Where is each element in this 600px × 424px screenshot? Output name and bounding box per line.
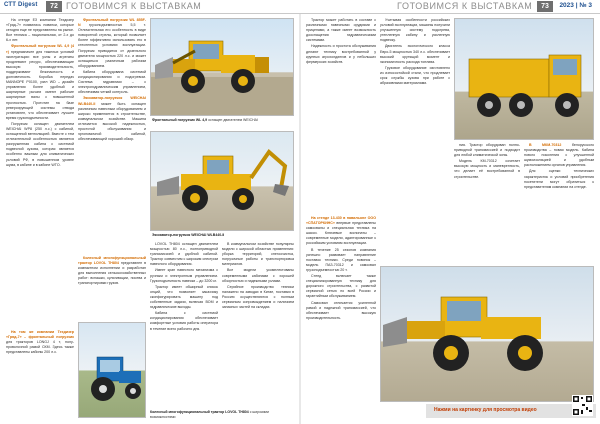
- paragraph: Для оценки технических характеристик и условий приобретения посетители могут обратиться к представителям компании на стенде.: [524, 169, 594, 189]
- section-title-left: ГОТОВИМСЯ К ВЫСТАВКАМ: [66, 1, 202, 11]
- paragraph: Все модели укомплектованы современными кабинами с хорошей обзорностью и надежными узлами.: [222, 268, 294, 283]
- paragraph: Кабина с системой кондиционирования обеспечивает комфортные условия работы оператора в течение всего рабочего дня.: [150, 311, 218, 331]
- paragraph: Учитывая особенности российских условий эксплуатации, машины получили улучшенную систему подогрева, утепленную кабину и усиленную подвеску.: [380, 18, 450, 43]
- text-column-4: [222, 242, 294, 418]
- paragraph: Стенд включает также специализированную технику для дорожного строительства, с развитой сервисной сетью по всей России и гарантийным обслуживанием.: [306, 274, 376, 299]
- paragraph: LOVOL TH804 оснащен двигателем мощностью 80 л.с., полноприводной трансмиссией и удобной кабиной. Трактор совместим с широким спектром навесного оборудования.: [150, 242, 218, 267]
- header-right: [300, 0, 600, 13]
- caption-text: с широкими возможностями: [150, 410, 269, 419]
- subheading: Экскаватор-погрузчик WEICHAI: [83, 96, 146, 101]
- paragraph: предназначен для тяжелых условий эксплуатации: все узлы и агрегаты продлевают ресурс, обеспечивающие высокую производительность, поддерживают безопасность и долговечность. Коробка передач MANNOPE P0100, узел WD – дизайн управления более удобный и шарнирные рычаги имеют рабочие шарнирные валы с повышенной прочностью. Прототип на базе реверсирующей системы отвода установлен, что обеспечивает лучшее время грузоподъемности.: [6, 49, 74, 120]
- qr-code-icon[interactable]: [572, 395, 593, 416]
- subheading: На стенде 13-430 в павильоне ООО «СПАТОРКИНС»: [306, 216, 376, 226]
- text-column-2b: [78, 256, 146, 318]
- paragraph: В коммунальном хозяйстве популярны модели с широкой областью применения: уборка территорий, снегоочистка, погрузочные работы и транспортировка материалов.: [222, 242, 294, 267]
- paragraph: может быть оснащен различным навесным оборудованием и широко применяется в строительстве, коммунальном хозяйстве. Машина отличается высокой надежностью, простотой обслуживания и эргономичной кабиной, обеспечивающей хороший обзор.: [78, 101, 146, 142]
- paragraph: Серийное производство техники налажено на заводах в Китае, поставки в Россию осуществляются с полным сервисным сопровождением и наличием запасных частей на складах.: [222, 284, 294, 310]
- caption-title: Экскаватор-погрузчик WEICHAI WLB440-II: [152, 233, 225, 237]
- photo-front-loader[interactable]: [150, 18, 294, 116]
- section-title-right: ГОТОВИМСЯ К ВЫСТАВКАМ: [397, 1, 533, 11]
- photo-caption-3: [150, 410, 290, 418]
- paragraph: ния. Трактор оборудован полно-приводной трансмиссией и подходит для любой климатической зоны.: [454, 143, 520, 158]
- video-thumbnail[interactable]: [380, 266, 594, 402]
- paragraph: Трактор имеет обширный список опций, что позволяет заказчику сконфигурировать машину под собственные задачи, включая ВОМ и гидравлические выходы.: [150, 284, 218, 310]
- subheading: Фронтальный погрузчик WL 855F-N: [78, 18, 146, 28]
- paragraph: Погрузчик оснащен двигателем WEICHAI WP8 (250 л.с.) с кабиной, оснащенной вентиляцией. Вместе с тем отличительной особенностью является разгруженная кабина с системой подвесной кузова, которая является особенно важным для климатических условий РФ, в повышенном уровне шума, в кабине и в кабине WTO.: [6, 121, 74, 167]
- video-link-text[interactable]: Нажми на картинку для просмотра видео: [434, 407, 537, 413]
- front-loader-icon: [151, 19, 294, 116]
- subheading: WLB440-II: [78, 101, 96, 106]
- caption-text: оснащен двигателем WEICHAI: [208, 118, 258, 122]
- page-spine: [299, 14, 301, 424]
- truck-icon: [455, 19, 594, 140]
- paragraph: для тракторов LONGJ 4 т, полу-проволочной рамой СКМ. Здесь также представлены кабины 200 л.с.: [6, 340, 74, 355]
- photo-caption-2: [152, 233, 292, 239]
- backhoe-loader-icon: [151, 132, 294, 231]
- paragraph: Кабина оборудована системой кондиционирования и подогревом. Система гидравлики – с электрогидравлическим управлением, обеспечивая четкий контроль.: [78, 69, 146, 95]
- issue-number: 2023 | № 3: [559, 2, 592, 9]
- text-column-7: [454, 143, 520, 263]
- loader-video-icon: [381, 267, 594, 402]
- paragraph: Самосвал отличается усиленной рамой и надежной трансмиссией, что обеспечивает высокую производительность.: [306, 300, 376, 320]
- text-column-1b: [6, 330, 74, 418]
- paragraph: представлен в компактном исполнении и разработан для выполнения сельскохозяйственных работ: вспашки, культивации, посева и транспортировки грузов.: [78, 261, 146, 286]
- paragraph: впервые представлены самосвалы и специальная техника на шасси. Ключевые экспонаты – современные модели, адаптированные к российским условиям эксплуатации.: [306, 221, 376, 246]
- text-column-5: [306, 18, 376, 213]
- paragraph: Надежность и простота обслуживания делают технику востребованной у крупных агрохолдингов и у небольших фермерских хозяйств.: [306, 44, 376, 64]
- video-link-banner[interactable]: [426, 404, 596, 418]
- photo-caption-1: [152, 118, 292, 128]
- paragraph: грузоподъемностью 5,5 т. Отличительная его особенность в виде поворотной стрелы, который позволяет более эффективно использовать его в стесненных условиях эксплуатации. Погрузчик приводится от дизельного двигателя мощностью 220 л.с. и может оснащаться различным рабочим оборудованием.: [78, 23, 146, 68]
- photo-truck[interactable]: [454, 18, 594, 140]
- photo-backhoe-loader[interactable]: [150, 131, 294, 231]
- text-column-1: [6, 18, 74, 328]
- paragraph: Грузовое оборудование изготовлено из износостойкой стали, что продлевает срок службы кузова при работе с абразивными материалами.: [380, 65, 450, 86]
- subheading: В МКМ-70312: [529, 143, 562, 147]
- text-column-7b: [524, 143, 594, 263]
- page-number-left: 72: [46, 1, 62, 12]
- text-column-2: [78, 18, 146, 253]
- caption-title: Колесный многофункциональный трактор LOVOL TH804: [150, 410, 249, 414]
- page-header: [0, 0, 600, 13]
- paragraph: В течение 25 сезонов компания успешно развивает направление поставок техники. Среди новинок – модель ПАЗ-70312 и самосвал грузоподъемностью 20 т.: [306, 247, 376, 272]
- subheading: На том же компании Техдизер «Гряд-7» – фронтальный погрузчик: [6, 330, 74, 340]
- paragraph: Имеет кран навесного механизма с ручным и электронным управлением. Грузоподъемность навески – до 3200 кг.: [150, 268, 218, 283]
- paragraph: белорусского производства – новая модель. Кабина нового поколения с улучшенной шумоизоляцией и удобным расположением органов управления.: [524, 143, 594, 168]
- photo-tractor-lovol[interactable]: [78, 322, 146, 418]
- paragraph: Трактор может работать в составе с различными навесными орудиями и прицепами, а также имеет возможность дооснащения гидравлическими системами.: [306, 18, 376, 43]
- text-column-3: [150, 242, 218, 418]
- subheading: Колесный многофункциональный трактор LOVOL TH804: [78, 256, 146, 266]
- paragraph: На стенде ЕЗ компании Техдизер «Гряд-7» появились новинки, которые сегодня еще не представлены на рынке. Все техника – национальная, от 2-х до 6-х лет.: [6, 18, 74, 43]
- tractor-icon: [79, 323, 146, 418]
- subheading: Фронтальный погрузчик WL 4,9 (4 т): [6, 44, 74, 54]
- magazine-title: СТТ Digest: [4, 2, 38, 8]
- header-left: [0, 0, 300, 13]
- paragraph: Двигатель экологического класса Евро-5 мощностью 340 л.с. обеспечивает высокий крутящий момент и экономичность расхода топлива.: [380, 44, 450, 64]
- paragraph: Модель КМ-70312 сочетает высокую мощность и маневренность, что делает её востребованной в строительстве.: [454, 159, 520, 179]
- text-column-5b: [306, 216, 376, 418]
- page-number-right: 73: [537, 1, 553, 12]
- caption-title: Фронтальный погрузчик WL 4,9: [152, 118, 208, 122]
- text-column-6: [380, 18, 450, 213]
